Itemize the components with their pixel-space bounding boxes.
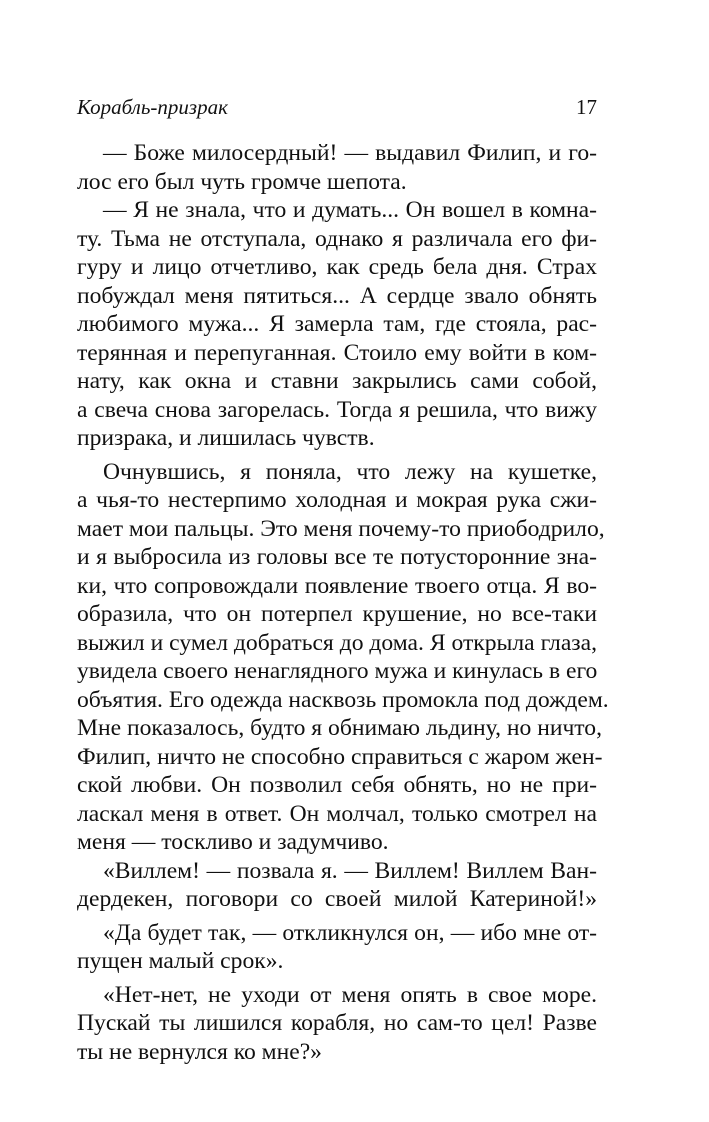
text-line: Пускай ты лишился корабля, но сам-то цел! Разве <box>77 1010 597 1036</box>
text-line: — Боже милосердный! — выдавил Филип, и го- <box>103 140 597 166</box>
page-header <box>77 92 597 122</box>
text-line: терянная и перепуганная. Стоило ему войти в ком- <box>77 339 597 366</box>
text-line: «Да будет так, — откликнулся он, — ибо мне от- <box>103 919 597 946</box>
text-line: и я выбросила из головы все те потусторонние зна- <box>77 544 597 570</box>
running-title: Корабль-призрак <box>77 95 228 119</box>
text-line: ты не вернулся ко мне?» <box>77 1038 322 1065</box>
text-line: Филип, ничто не способно справиться с жаром жен- <box>77 743 603 770</box>
text-line: меня — тоскливо и задумчиво. <box>77 829 389 855</box>
text-line: образила, что он потерпел крушение, но все-таки <box>77 601 597 627</box>
text-line: призрака, и лишилась чувств. <box>77 425 375 451</box>
text-line: выжил и сумел добраться до дома. Я открыла глаза, <box>77 629 597 656</box>
body-text <box>77 139 609 1066</box>
text-line: ту. Тьма не отступала, однако я различала его фи- <box>77 225 597 252</box>
text-line: Очнувшись, я поняла, что лежу на кушетке, <box>103 458 597 485</box>
text-line: пущен малый срок». <box>77 948 284 974</box>
text-line: «Нет-нет, не уходи от меня опять в свое море. <box>103 981 597 1008</box>
text-line: любимого мужа... Я замерла там, где стояла, рас- <box>77 311 597 337</box>
text-line: дердекен, поговори со своей милой Катериной!» <box>77 886 597 912</box>
text-line: ласкал меня в ответ. Он молчал, только смотрел на <box>77 800 597 827</box>
text-line: нату, как окна и ставни закрылись сами собой, <box>77 368 597 394</box>
text-line: лос его был чуть громче шепота. <box>77 168 407 195</box>
text-line: ской любви. Он позволил себя обнять, но не при- <box>77 772 597 798</box>
text-line: «Виллем! — позвала я. — Виллем! Виллем Ван- <box>103 857 597 884</box>
text-line: — Я не знала, что и думать... Он вошел в комна- <box>103 197 597 223</box>
text-line: объятия. Его одежда насквозь промокла под дождем. <box>77 686 609 713</box>
text-line: ки, что сопровождали появление твоего отца. Я во- <box>77 572 597 599</box>
text-line: а свеча снова загорелась. Тогда я решила, что вижу <box>77 396 597 423</box>
text-line: мает мои пальцы. Это меня почему-то приободрило, <box>77 515 605 542</box>
text-line: Мне показалось, будто я обнимаю льдину, но ничто, <box>77 715 603 741</box>
text-line: побуждал меня пятиться... А сердце звало обнять <box>77 282 597 309</box>
text-line: увидела своего ненаглядного мужа и кинулась в его <box>77 658 598 684</box>
page-number: 17 <box>576 95 597 119</box>
text-line: гуру и лицо отчетливо, как средь бела дня. Страх <box>77 254 597 280</box>
text-line: а чья-то нестерпимо холодная и мокрая рука сжи- <box>77 487 597 513</box>
